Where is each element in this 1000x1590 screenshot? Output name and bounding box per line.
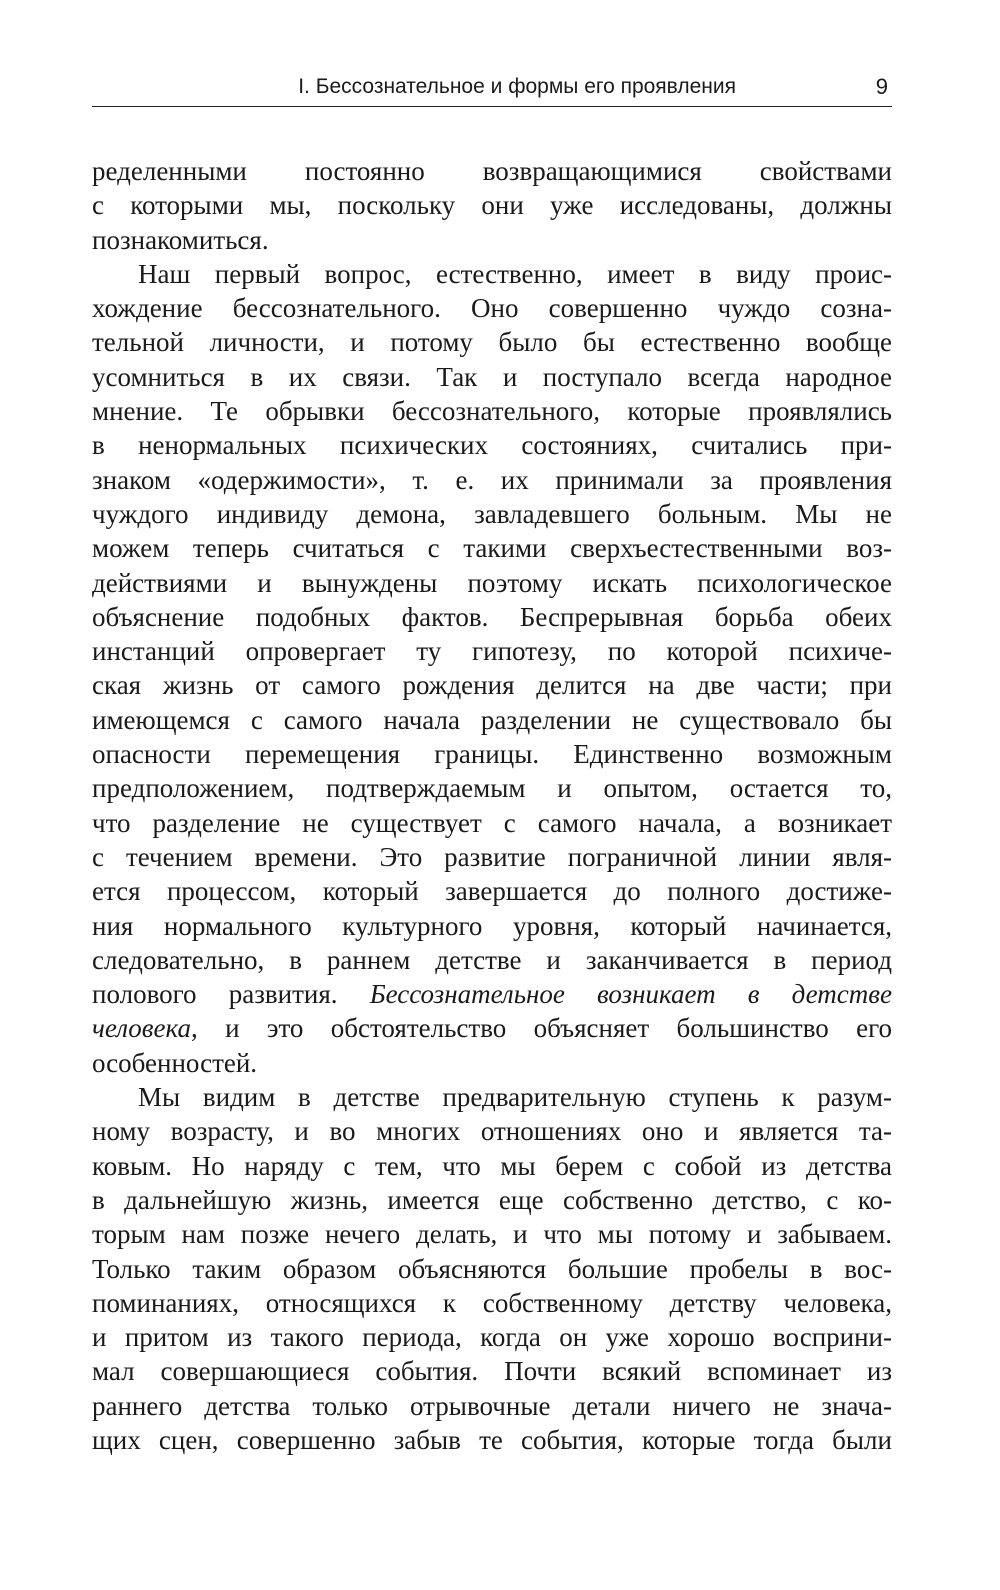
text-line: ному возрасту, и во многих отношениях оно и является та- — [92, 1116, 892, 1147]
text-line: и притом из такого периода, когда он уже хорошо восприни- — [92, 1322, 892, 1353]
chapter-title: I. Бессознательное и формы его проявления — [298, 75, 736, 98]
text-run: полового развития. — [92, 979, 370, 1010]
text-line: мнение. Те обрывки бессознательного, которые проявлялись — [92, 396, 892, 427]
text-line: предположением, подтверждаемым и опытом, остается то, — [92, 773, 892, 804]
text-line: усомниться в их связи. Так и поступало всегда народное — [92, 361, 892, 392]
text-line: в дальнейшую жизнь, имеется еще собственно детство, с ко- — [92, 1184, 892, 1215]
text-line: можем теперь считаться с такими сверхъестественными воз- — [92, 533, 892, 564]
text-line: Только таким образом объясняются большие пробелы в вос- — [92, 1253, 892, 1284]
text-line: торым нам позже нечего делать, и что мы потому и забываем. — [92, 1219, 892, 1250]
text-line: ется процессом, который завершается до полного достиже- — [92, 876, 892, 907]
paragraph-first-line: Мы видим в детстве предварительную ступень к разум- — [138, 1082, 892, 1113]
text-line: в ненормальных психических состояниях, считались при- — [92, 430, 892, 461]
text-line — [92, 977, 892, 1011]
emphasized-text: Бессознательное возникает в детстве — [369, 979, 892, 1010]
text-line: опасности перемещения границы. Единственно возможным — [92, 739, 892, 770]
text-line: чуждого индивиду демона, завладевшего больным. Мы не — [92, 498, 892, 529]
text-line: с течением времени. Это развитие пограничной линии явля- — [92, 841, 892, 872]
paragraph-first-line: Наш первый вопрос, естественно, имеет в виду проис- — [138, 258, 892, 289]
text-line: ковым. Но наряду с тем, что мы берем с собой из детства — [92, 1150, 892, 1181]
text-line: мал совершающиеся события. Почти всякий вспоминает из — [92, 1356, 892, 1387]
text-line: хождение бессознательного. Оно совершенно чуждо созна- — [92, 293, 892, 324]
text-line — [92, 1011, 892, 1045]
page-number: 9 — [875, 74, 888, 99]
text-line: познакомиться. — [92, 224, 269, 255]
text-run: , и это обстоятельство объясняет большинство его — [190, 1013, 892, 1044]
running-header — [92, 66, 892, 107]
text-line: ределенными постоянно возвращающимися свойствами — [92, 156, 892, 186]
text-line: с которыми мы, поскольку они уже исследованы, должны — [92, 190, 892, 221]
text-line: действиями и вынуждены поэтому искать психологическое — [92, 567, 892, 598]
text-line: что разделение не существует с самого начала, а возникает — [92, 807, 892, 838]
text-line: тельной личности, и потому было бы естественно вообще — [92, 327, 892, 358]
text-line: поминаниях, относящихся к собственному детству человека, — [92, 1287, 892, 1318]
text-line: объяснение подобных фактов. Беспрерывная борьба обеих — [92, 601, 892, 632]
text-line: имеющемся с самого начала разделении не существовало бы — [92, 704, 892, 735]
text-line: ская жизнь от самого рождения делится на две части; при — [92, 670, 892, 701]
text-line: раннего детства только отрывочные детали ничего не знача- — [92, 1390, 892, 1421]
text-line: ния нормального культурного уровня, который начинается, — [92, 910, 892, 941]
text-line: знаком «одержимости», т. е. их принимали за проявления — [92, 464, 892, 495]
text-line: щих сцен, совершенно забыв те события, которые тогда были — [92, 1424, 892, 1455]
text-line: инстанций опровергает ту гипотезу, по которой психиче- — [92, 636, 892, 667]
body-text — [92, 154, 892, 1457]
emphasized-text: человека — [92, 1013, 191, 1044]
text-line: особенностей. — [92, 1047, 258, 1078]
text-line: следовательно, в раннем детстве и заканчивается в период — [92, 944, 892, 975]
